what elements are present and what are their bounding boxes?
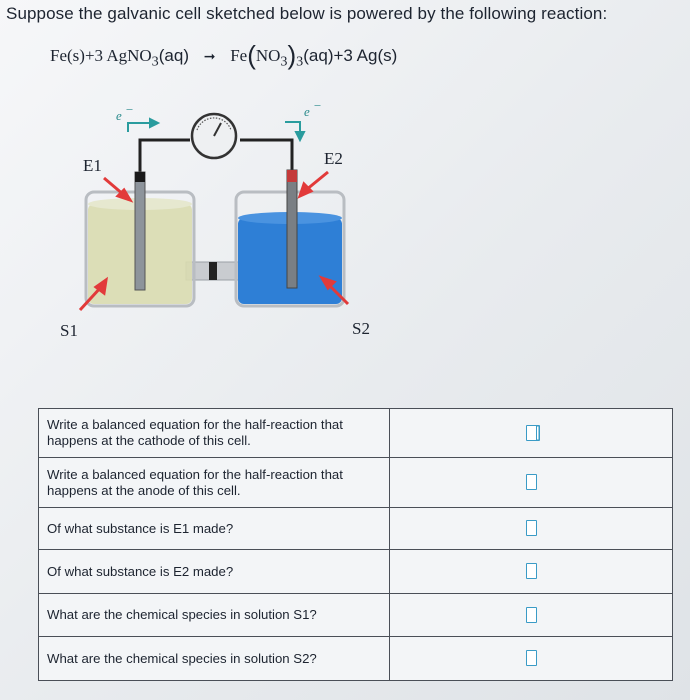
question-e1: Of what substance is E1 made? <box>39 508 390 550</box>
s2-label: S2 <box>352 319 370 338</box>
question-e2: Of what substance is E2 made? <box>39 550 390 594</box>
reaction-left: Fe(s)+3 AgNO <box>50 46 152 65</box>
table-row <box>39 458 673 508</box>
electron-flow-right-icon <box>285 122 304 140</box>
reaction-equation <box>50 40 397 71</box>
intro-text: Suppose the galvanic cell sketched below is powered by the following reaction: <box>6 4 608 23</box>
question-table <box>38 408 673 681</box>
question-cathode: Write a balanced equation for the half-reaction that happens at the cathode of this cell. <box>39 409 390 458</box>
reaction-right-inner-sub: 3 <box>280 53 288 70</box>
reaction-right-outer-sub: 3 <box>296 53 304 70</box>
answer-cell-e1[interactable] <box>390 508 673 550</box>
answer-cell-e2[interactable] <box>390 550 673 594</box>
e2-label: E2 <box>324 149 343 168</box>
answer-cell-s1[interactable] <box>390 594 673 637</box>
question-anode: Write a balanced equation for the half-reaction that happens at the anode of this cell. <box>39 458 390 508</box>
reaction-arrow-icon: ➞ <box>203 48 216 64</box>
reaction-left-state: (aq) <box>158 46 189 65</box>
voltmeter-icon <box>192 114 236 158</box>
answer-cell-anode[interactable] <box>390 458 673 508</box>
table-row <box>39 637 673 681</box>
table-row <box>39 550 673 594</box>
e1-label: E1 <box>83 156 102 175</box>
question-s2: What are the chemical species in solution S2? <box>39 637 390 681</box>
answer-box-icon[interactable] <box>526 474 537 490</box>
table-row <box>39 508 673 550</box>
answer-box-icon[interactable] <box>526 650 537 666</box>
table-row <box>39 409 673 458</box>
answer-box-icon[interactable] <box>526 520 537 536</box>
answer-box-icon[interactable] <box>526 563 537 579</box>
galvanic-cell-diagram <box>0 92 420 352</box>
s1-label: S1 <box>60 321 78 340</box>
answer-box-icon[interactable] <box>526 425 537 441</box>
electron-sup-right: − <box>313 98 322 113</box>
electrode-e1 <box>135 172 145 290</box>
electron-label-left: e <box>116 108 122 123</box>
answer-cell-cathode[interactable] <box>390 409 673 458</box>
reaction-right-a: Fe <box>230 46 248 65</box>
answer-box-icon[interactable] <box>526 607 537 623</box>
question-s1: What are the chemical species in solution S1? <box>39 594 390 637</box>
electrode-e2 <box>287 170 297 288</box>
electron-label-right: e <box>304 104 310 119</box>
electron-sup-left: − <box>125 102 134 117</box>
paren-open-icon: ( <box>247 40 256 70</box>
paren-close-icon: ) <box>287 40 297 70</box>
answer-cell-s2[interactable] <box>390 637 673 681</box>
table-row <box>39 594 673 637</box>
electron-flow-left-icon <box>128 119 158 132</box>
reaction-right-state: (aq)+3 Ag(s) <box>303 46 398 65</box>
reaction-right-inner: NO <box>255 46 281 65</box>
reaction-left-sub: 3 <box>151 53 159 70</box>
